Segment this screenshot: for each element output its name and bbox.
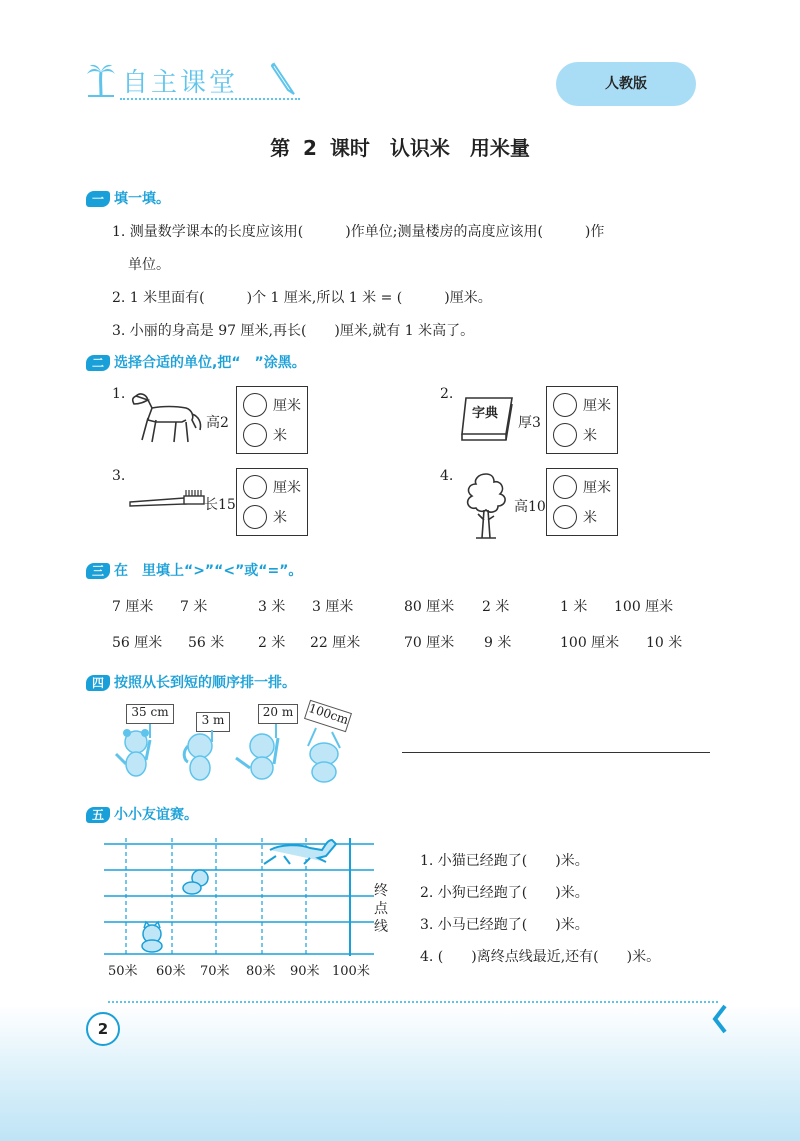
s5-question-2: 2. 小狗已经跑了( )米。 <box>420 885 589 901</box>
axis-label: 80米 <box>246 964 276 979</box>
s2-item-4-box <box>546 468 618 536</box>
option-circle[interactable] <box>243 475 267 499</box>
compare-b: 7 米 <box>180 599 208 615</box>
compare-a: 2 米 <box>258 635 286 651</box>
axis-label: 90米 <box>290 964 320 979</box>
option-circle[interactable] <box>553 423 577 447</box>
palm-tree-icon <box>86 62 116 102</box>
sign-4: 100cm <box>304 700 352 733</box>
s2-item-1-box <box>236 386 308 454</box>
chevron-left-icon <box>712 1004 728 1038</box>
s2-item-1-number: 1. <box>112 386 126 402</box>
compare-b: 2 米 <box>482 599 510 615</box>
s1-question-2: 2. 1 米里面有( )个 1 厘米,所以 1 米 = ( )厘米。 <box>112 290 492 306</box>
section-3-badge: 三 <box>86 563 110 579</box>
s2-item-3-number: 3. <box>112 468 126 484</box>
option-label: 厘米 <box>273 398 301 414</box>
compare-a: 1 米 <box>560 599 588 615</box>
s2-item-3-label: 长15 <box>204 497 236 513</box>
compare-b: 3 厘米 <box>312 599 354 615</box>
axis-label: 60米 <box>156 964 186 979</box>
section-2-badge: 二 <box>86 355 110 371</box>
dictionary-icon <box>460 394 514 444</box>
tree-icon <box>460 470 512 544</box>
compare-a: 100 厘米 <box>560 635 620 651</box>
compare-b: 56 米 <box>188 635 225 651</box>
option-circle[interactable] <box>553 475 577 499</box>
option-circle[interactable] <box>553 393 577 417</box>
section-4-heading <box>86 672 296 692</box>
toothbrush-icon <box>128 488 208 516</box>
option-circle[interactable] <box>243 393 267 417</box>
option-circle[interactable] <box>243 423 267 447</box>
option-circle[interactable] <box>553 505 577 529</box>
finish-char: 终 <box>374 883 388 899</box>
s2-item-2-box <box>546 386 618 454</box>
compare-b: 100 厘米 <box>614 599 674 615</box>
option-circle[interactable] <box>243 505 267 529</box>
section-5-badge: 五 <box>86 807 110 823</box>
edition-badge: 人教版 <box>556 62 696 106</box>
section-4-title: 按照从长到短的顺序排一排。 <box>114 675 296 691</box>
answer-line[interactable] <box>402 752 710 753</box>
header-dotted-line <box>120 98 300 100</box>
compare-a: 80 厘米 <box>404 599 455 615</box>
s5-question-4: 4. ( )离终点线最近,还有( )米。 <box>420 949 661 965</box>
finish-char: 点 <box>374 901 388 917</box>
s2-item-2-label: 厚3 <box>518 415 541 431</box>
page-number: 2 <box>86 1012 120 1046</box>
section-5-heading <box>86 804 198 824</box>
s2-item-2-number: 2. <box>440 386 454 402</box>
compare-a: 7 厘米 <box>112 599 154 615</box>
section-2-title: 选择合适的单位,把“ ”涂黑。 <box>114 355 306 371</box>
distance-axis <box>106 960 386 978</box>
option-label: 米 <box>583 510 597 526</box>
pencil-icon <box>270 60 298 100</box>
section-3-heading <box>86 560 302 580</box>
option-label: 米 <box>273 510 287 526</box>
page-title: 第 2 课时 认识米 用米量 <box>270 136 530 160</box>
brand-title: 自主课堂 <box>122 68 239 98</box>
dictionary-label: 字典 <box>472 406 499 421</box>
s2-item-1-label: 高2 <box>206 415 229 431</box>
section-3-title: 在 里填上“>”“<”或“=”。 <box>114 563 303 579</box>
sign-2: 3 m <box>196 712 230 732</box>
animal-holding-signs-icon <box>112 724 362 788</box>
s5-question-1: 1. 小猫已经跑了( )米。 <box>420 853 589 869</box>
compare-b: 22 厘米 <box>310 635 361 651</box>
option-label: 米 <box>273 428 287 444</box>
section-1-title: 填一填。 <box>114 191 170 207</box>
section-1-heading <box>86 188 170 208</box>
horse-icon <box>126 388 204 450</box>
footer-band <box>0 1005 800 1141</box>
option-label: 厘米 <box>273 480 301 496</box>
s2-item-3-box <box>236 468 308 536</box>
dog-icon <box>183 870 208 894</box>
s1-question-1a: 1. 测量数学课本的长度应该用( )作单位;测量楼房的高度应该用( )作 <box>112 224 605 240</box>
s1-question-1b: 单位。 <box>128 257 170 273</box>
compare-b: 9 米 <box>484 635 512 651</box>
compare-a: 3 米 <box>258 599 286 615</box>
sign-3: 20 m <box>258 704 298 724</box>
section-2-heading <box>86 352 306 372</box>
s2-item-4-label: 高10 <box>514 499 546 515</box>
option-label: 厘米 <box>583 480 611 496</box>
section-4-badge: 四 <box>86 675 110 691</box>
axis-label: 50米 <box>108 964 138 979</box>
axis-label: 100米 <box>332 964 370 979</box>
s1-question-3: 3. 小丽的身高是 97 厘米,再长( )厘米,就有 1 米高了。 <box>112 323 475 339</box>
compare-a: 70 厘米 <box>404 635 455 651</box>
s5-question-3: 3. 小马已经跑了( )米。 <box>420 917 589 933</box>
finish-line-label <box>374 882 388 936</box>
finish-char: 线 <box>374 919 388 935</box>
sign-1: 35 cm <box>126 704 174 724</box>
race-track-grid <box>104 834 384 964</box>
compare-b: 10 米 <box>646 635 683 651</box>
section-1-badge: 一 <box>86 191 110 207</box>
axis-label: 70米 <box>200 964 230 979</box>
compare-a: 56 厘米 <box>112 635 163 651</box>
section-5-title: 小小友谊赛。 <box>114 807 198 823</box>
footer-dotted-line <box>108 1001 718 1003</box>
s2-item-4-number: 4. <box>440 468 454 484</box>
option-label: 米 <box>583 428 597 444</box>
option-label: 厘米 <box>583 398 611 414</box>
cat-icon <box>142 922 162 952</box>
